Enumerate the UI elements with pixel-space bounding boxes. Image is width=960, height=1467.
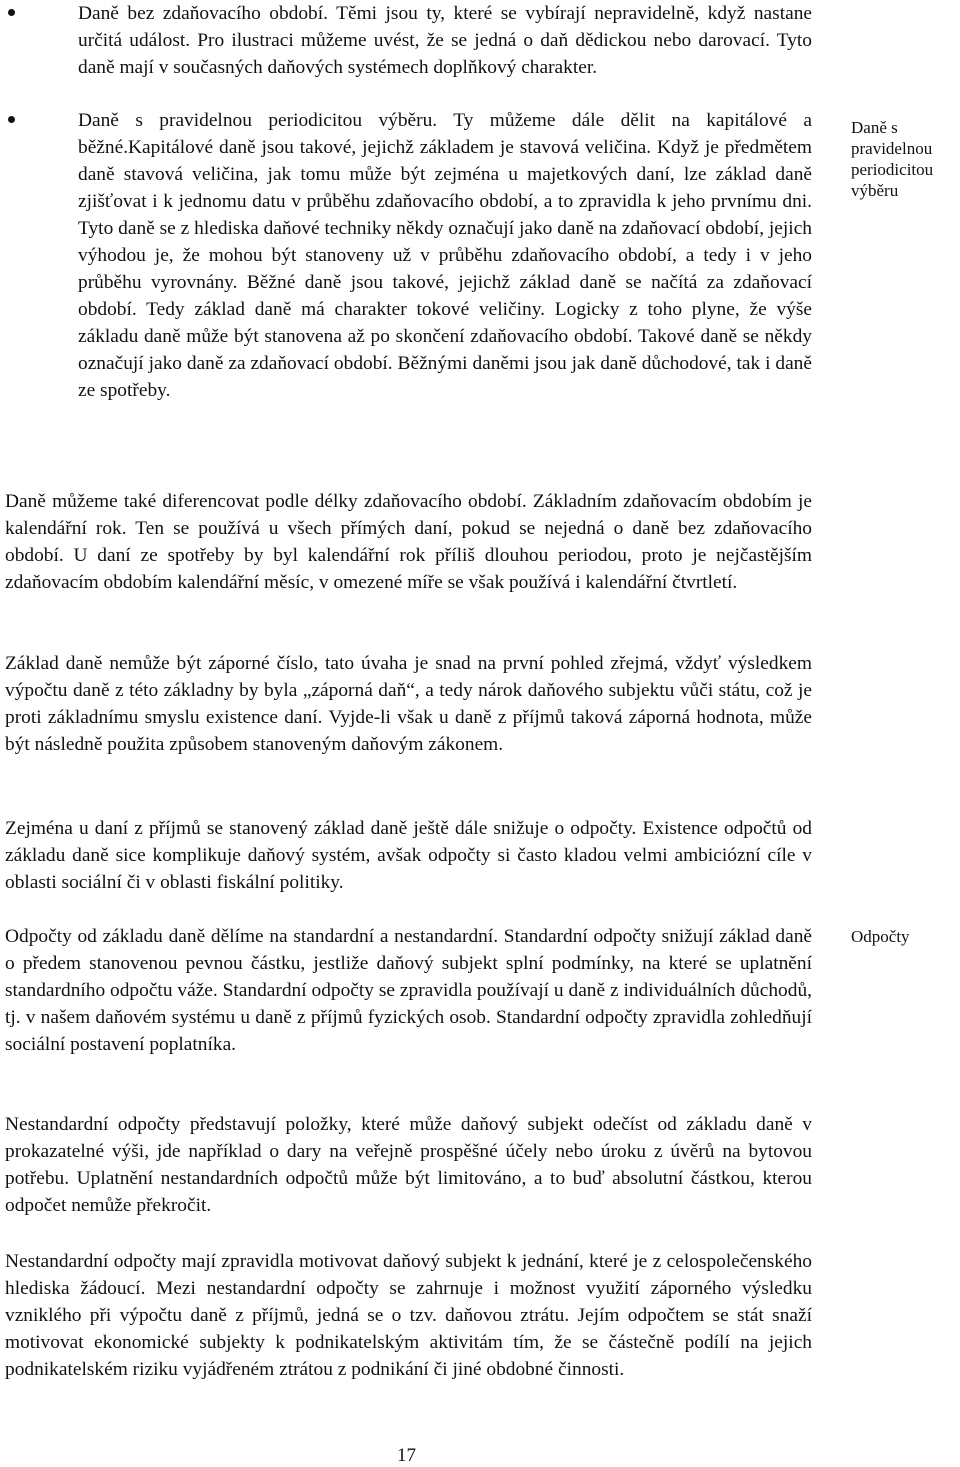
paragraph: Odpočty od základu daně dělíme na standardní a nestandardní. Standardní odpočty snižují základ daně o předem stanovenou pevnou částku, jestliže daňový subjekt splní podmínky, na které se uplatnění standardního odpočtu váže. Standardní odpočty se zpravidla používají u daně z individuálních důchodů, tj. v našem daňovém systému u daně z příjmů fyzických osob. Standardní odpočty zpravidla zohledňují sociální postavení poplatníka. <box>5 926 812 1055</box>
margin-note: Daně s pravidelnou periodicitou výběru <box>851 118 934 200</box>
page-number: 17 <box>397 1445 416 1466</box>
paragraph: Základ daně nemůže být záporné číslo, tato úvaha je snad na první pohled zřejmá, vždyť výsledkem výpočtu daně z této základny by byla „záporná daň“, a tedy nárok daňového subjektu vůči státu, což je proti základnímu smyslu existence daní. Vyjde-li však u daně z příjmů taková záporná hodnota, může být následně použita způsobem stanoveným daňovým zákonem. <box>5 653 812 755</box>
bullet-item: Daně s pravidelnou periodicitou výběru. Ty můžeme dále dělit na kapitálové a běžné.Kapitálové daně jsou takové, jejichž základem je stavová veličina. Když je předmětem daně stavová veličina, jak tomu může být zejména u majetkových daní, lze základ daně zjišťovat i k jednomu datu v průběhu zdaňovacího období, a to zpravidla k jeho prvnímu dni. Tyto daně se z hlediska daňové techniky někdy označují jako daně na zdaňovací období, jejich výhodou je, že mohou být stanoveny už v průběhu zdaňovacího období, a tedy i v jeho průběhu vyrovnány. Běžné daně jsou takové, jejichž základ daně se načítá za zdaňovací období. Tedy základ daně má charakter tokové veličiny. Logicky z toho plyne, že výše základu daně může být stanovena až po skončení zdaňovacího období. Takové daně se někdy označují jako daně za zdaňovací období. Běžnými daněmi jsou jak daně důchodové, tak i daně ze spotřeby. <box>78 110 812 401</box>
paragraph: Nestandardní odpočty mají zpravidla motivovat daňový subjekt k jednání, které je z celospolečenského hlediska žádoucí. Mezi nestandardní odpočty se zahrnuje i možnost využití záporného výsledku vzniklého při výpočtu daně z příjmů, jedná se o tzv. daňovou ztrátu. Jejím odpočtem se stát snaží motivovat ekonomické subjekty k podnikatelským aktivitám tím, že se částečně podílí na jejich podnikatelském riziku vyjádřeném ztrátou z podnikání či jiné obdobné činnosti. <box>5 1251 812 1380</box>
bullet-dot-icon <box>8 116 15 123</box>
bullet-item: Daně bez zdaňovacího období. Těmi jsou ty, které se vybírají nepravidelně, když nastane určitá událost. Pro ilustraci můžeme uvést, že se jedná o daň dědickou nebo darovací. Tyto daně mají v současných daňových systémech doplňkový charakter. <box>78 3 812 78</box>
margin-note: Odpočty <box>851 927 910 946</box>
paragraph: Zejména u daní z příjmů se stanovený základ daně ještě dále snižuje o odpočty. Existence odpočtů od základu daně sice komplikuje daňový systém, avšak odpočty si často kladou velmi ambiciózní cíle v oblasti sociální či v oblasti fiskální politiky. <box>5 818 812 893</box>
paragraph: Nestandardní odpočty představují položky, které může daňový subjekt odečíst od základu daně v prokazatelné výši, jde například o dary na veřejně prospěšné účely nebo úroku z úvěrů na bytovou potřebu. Uplatnění nestandardních odpočtů může být limitováno, a to buď absolutní částkou, kterou odpočet nemůže překročit. <box>5 1114 812 1216</box>
paragraph: Daně můžeme také diferencovat podle délky zdaňovacího období. Základním zdaňovacím obdobím je kalendářní rok. Ten se používá u všech přímých daní, pokud se nejedná o daně bez zdaňovacího období. U daní ze spotřeby by byl kalendářní rok příliš dlouhou periodou, proto je nejčastějším zdaňovacím obdobím kalendářní měsíc, v omezené míře se však používá i kalendářní čtvrtletí. <box>5 491 812 593</box>
bullet-dot-icon <box>8 9 15 16</box>
